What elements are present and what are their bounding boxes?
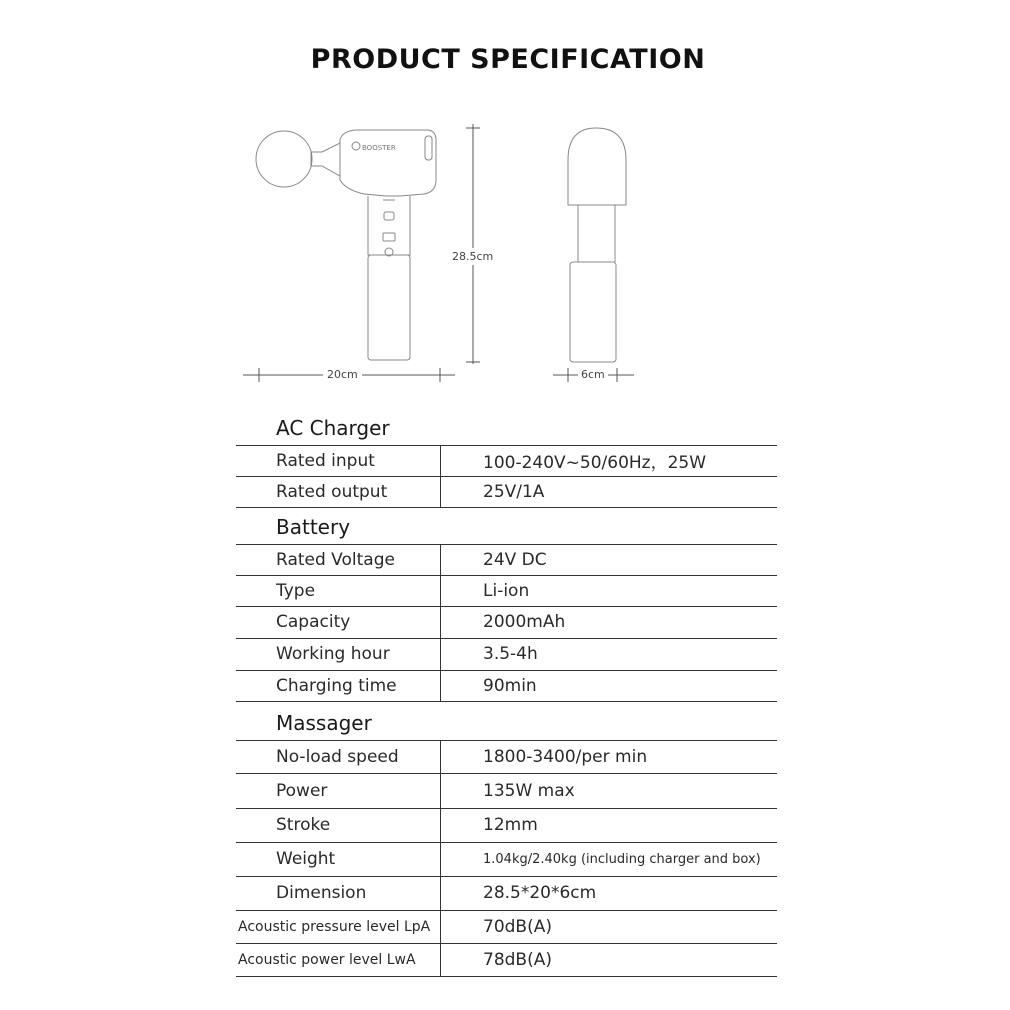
- spec-row: [236, 606, 777, 639]
- height-dimension-label: 28.5cm: [452, 250, 494, 263]
- spec-value: 1800-3400/per min: [483, 746, 648, 767]
- spec-label: Rated input: [236, 445, 441, 476]
- spec-label: Stroke: [236, 808, 441, 842]
- spec-label: Weight: [236, 842, 441, 876]
- spec-row: [236, 544, 777, 576]
- spec-row: [236, 876, 777, 911]
- spec-row: [236, 910, 777, 944]
- spec-label: Charging time: [236, 670, 441, 701]
- brand-logo-text: BOOSTER: [362, 144, 396, 152]
- spec-value: 24V DC: [483, 549, 547, 570]
- section-heading-row: [236, 705, 777, 741]
- spec-value: 28.5*20*6cm: [483, 883, 597, 903]
- spec-label: Rated output: [236, 476, 441, 507]
- spec-label: Acoustic power level LwA: [236, 943, 441, 976]
- spec-label: Type: [236, 575, 441, 606]
- section-heading: AC Charger: [276, 415, 390, 440]
- spec-value: 12mm: [483, 815, 538, 835]
- back-view-drawing: [568, 128, 626, 362]
- spec-row: [236, 740, 777, 774]
- spec-value: 3.5-4h: [483, 644, 538, 664]
- spec-row: [236, 773, 777, 809]
- section-heading: Massager: [276, 710, 372, 735]
- spec-row: [236, 638, 777, 671]
- spec-value: 25V/1A: [483, 481, 545, 502]
- spec-value: 1.04kg/2.40kg (including charger and box): [483, 851, 761, 867]
- side-view-drawing: [256, 130, 436, 360]
- spec-label: Power: [236, 773, 441, 808]
- spec-value: 70dB(A): [483, 916, 552, 937]
- section-heading-row: [236, 509, 777, 545]
- spec-value: 2000mAh: [483, 612, 566, 632]
- spec-row: [236, 842, 777, 877]
- page-title: PRODUCT SPECIFICATION: [310, 44, 706, 75]
- spec-label: Capacity: [236, 606, 441, 638]
- spec-label: Acoustic pressure level LpA: [236, 910, 441, 943]
- spec-row: [236, 575, 777, 607]
- spec-value: 135W max: [483, 780, 575, 801]
- spec-value: Li-ion: [483, 580, 530, 601]
- spec-row: [236, 808, 777, 843]
- spec-label: Rated Voltage: [236, 544, 441, 575]
- spec-row: [236, 476, 777, 508]
- spec-value: 90min: [483, 675, 537, 696]
- length-dimension-label: 20cm: [323, 368, 362, 381]
- spec-row: [236, 670, 777, 702]
- spec-row: [236, 943, 777, 977]
- spec-label: Working hour: [236, 638, 441, 670]
- spec-row: [236, 445, 777, 477]
- section-heading-row: [236, 410, 777, 446]
- spec-value: 78dB(A): [483, 949, 552, 970]
- spec-label: No-load speed: [236, 740, 441, 773]
- spec-label: Dimension: [236, 876, 441, 910]
- product-diagram: [0, 0, 1010, 400]
- width-dimension-label: 6cm: [578, 368, 608, 381]
- spec-value: 100-240V~50/60Hz，25W: [483, 453, 707, 473]
- section-heading: Battery: [276, 514, 351, 539]
